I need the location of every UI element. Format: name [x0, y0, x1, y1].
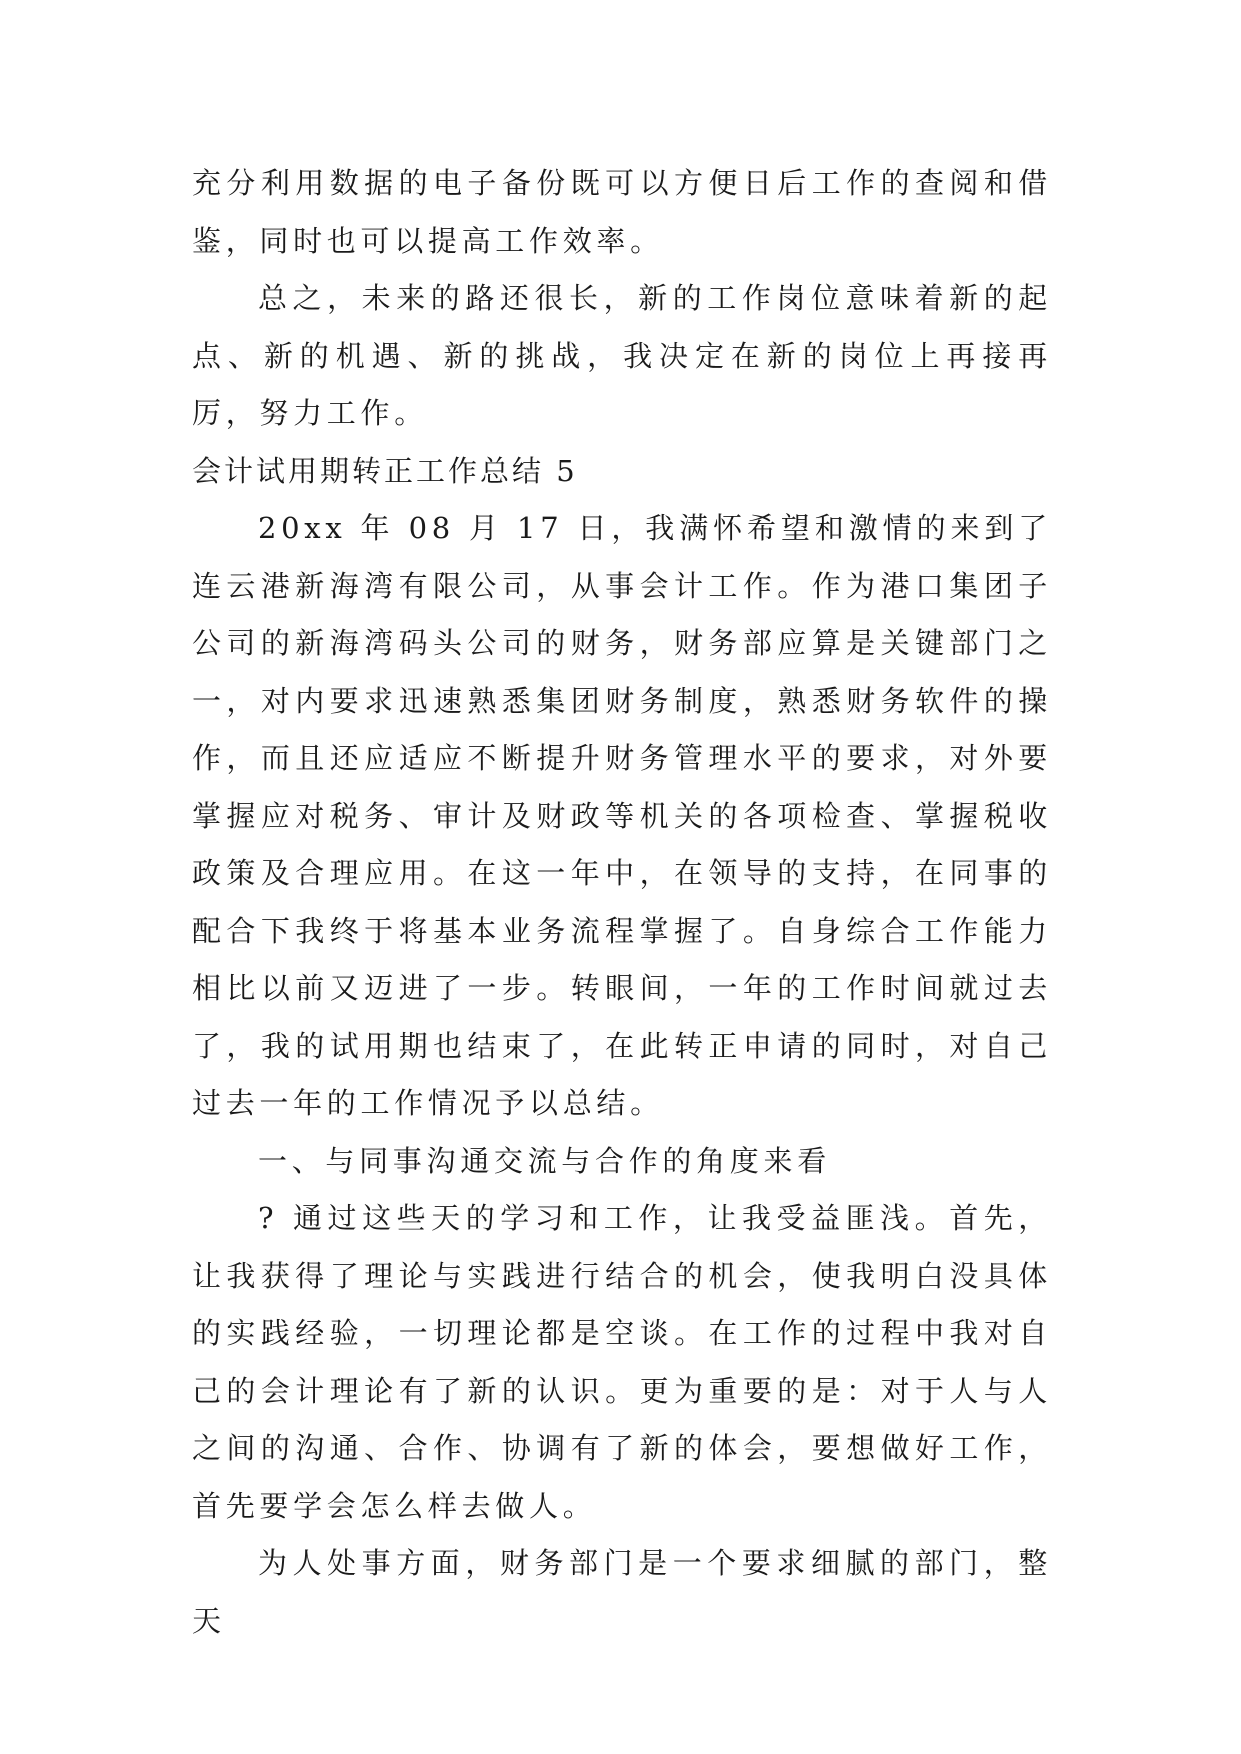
section-title: 会计试用期转正工作总结 5 — [192, 453, 578, 488]
subheading-communication: 一、与同事沟通交流与合作的角度来看 — [258, 1143, 831, 1178]
paragraph-data-backup: 充分利用数据的电子备份既可以方便日后工作的查阅和借鉴，同时也可以提高工作效率。 — [192, 166, 1052, 258]
paragraph-conclusion: 总之，未来的路还很长，新的工作岗位意味着新的起点、新的机遇、新的挑战，我决定在新的岗位上再接再厉，努力工作。 — [192, 281, 1052, 430]
paragraph-introduction: 20xx 年 08 月 17 日，我满怀希望和激情的来到了连云港新海湾有限公司，从事会计工作。作为港口集团子公司的新海湾码头公司的财务，财务部应算是关键部门之一，对内要求迅速熟悉集团财务制度，熟悉财务软件的操作，而且还应适应不断提升财务管理水平的要求，对外要掌握应对税务、审计及财政等机关的各项检查、掌握税收政策及合理应用。在这一年中，在领导的支持，在同事的配合下我终于将基本业务流程掌握了。自身综合工作能力相比以前又迈进了一步。转眼间，一年的工作时间就过去了，我的试用期也结束了，在此转正申请的同时，对自己过去一年的工作情况予以总结。 — [192, 511, 1052, 1120]
document-body — [192, 155, 1052, 1650]
paragraph-learning: ? 通过这些天的学习和工作，让我受益匪浅。首先，让我获得了理论与实践进行结合的机会，使我明白没具体的实践经验，一切理论都是空谈。在工作的过程中我对自己的会计理论有了新的认识。更为重要的是：对于人与人之间的沟通、合作、协调有了新的体会，要想做好工作，首先要学会怎么样去做人。 — [192, 1201, 1052, 1523]
paragraph-conduct: 为人处事方面，财务部门是一个要求细腻的部门，整天 — [192, 1546, 1052, 1638]
